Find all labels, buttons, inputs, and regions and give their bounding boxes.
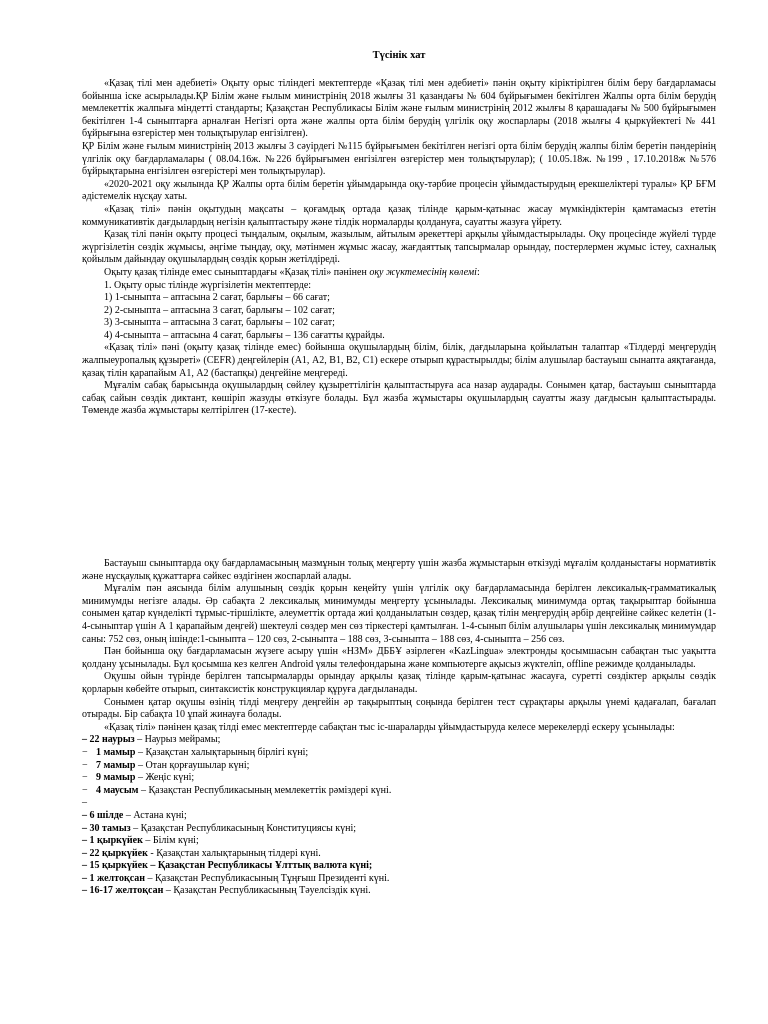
table-placeholder-gap (82, 418, 716, 558)
holiday-text: – Отан қорғаушылар күні; (135, 759, 250, 771)
holiday-text: – Наурыз мейрамы; (134, 734, 221, 746)
holiday-text: - Қазақстан халықтарының тілдері күні. (147, 847, 321, 859)
holiday-text: – Жеңіс күні; (135, 772, 195, 784)
holiday-text: – Қазақстан халықтарының бірлігі күні; (135, 746, 309, 758)
holiday-item (82, 785, 716, 798)
holiday-text: – Қазақстан Республикасының мемлекеттік рәміздері күні. (138, 784, 392, 796)
holiday-date: 9 мамыр (96, 772, 136, 784)
holiday-text: – Білім күні; (142, 835, 199, 847)
workload-heading: 1. Оқыту орыс тілінде жүргізілетін мектептерде: (104, 279, 312, 291)
holiday-date: 22 наурыз (89, 734, 135, 746)
workload-intro (82, 267, 716, 280)
holiday-prefix: – (82, 860, 90, 872)
holiday-item (82, 810, 716, 823)
second-paragraph-5: Сонымен қатар оқушы өзінің тілді меңгеру деңгейін әр тақырыптың соңында берілген тест сұрақтары арқылы үнемі қадағалап, бағалап отырады. Бір сабақта 10 ұпай жинауға болады. (82, 696, 716, 721)
holiday-item (82, 835, 716, 848)
document-title: Түсінік хат (372, 50, 426, 61)
second-paragraph-3: Пән бойынша оқу бағдарламасын жүзеге асыру үшін «НЗМ» ДББҰ әзірлеген «KazLingua» электронды қосымшасын сабақтан тыс уақытта қолдану ұсынылады. Бұл қосымша кез келген Android үялы телефондарына және компьютерге ақысыз жүктеліп, offline режимде қолданылады. (82, 646, 716, 670)
cefr-paragraph: «Қазақ тілі» пәні (оқыту қазақ тілінде емес) бойынша оқушылардың білім, білік, дағдыларына қойылатын талаптар «Тілдерді меңгерудің жалпыеуропалық құзыреті» (CEFR) деңгейлерін (А1, А2, В1, В2, С1) ескере отырып құрастырылды; білім алушылар бастауыш сынапта аяқтағанда, қазақ тілін қарапайым А1, А2 (бастапқы) деңгейіне меңгереді. (82, 342, 716, 379)
holiday-date: 16-17 желтоқсан (89, 885, 164, 897)
holiday-text: – Қазақстан Республикасының Тұңғыш Президенті күні. (145, 872, 390, 884)
workload-italic: оқу жүктемесінің көлемі (369, 266, 477, 278)
workload-item: 2) 2-сыныпта – аптасына 3 сағат, барлығы – 102 сағат; (104, 304, 335, 316)
second-paragraph-4: Оқушы ойын түрінде берілген тапсырмаларды орындау арқылы қазақ тілінде қарым-қатынас жасауға, суретті сөздіктер арқылы сөздік қорларын көбейте отырып, синтаксистік конструкциялар құруға дағдыланады. (82, 671, 716, 695)
holiday-prefix: – (82, 822, 90, 834)
holiday-prefix: – (82, 734, 90, 746)
holiday-text: – Астана күні; (123, 809, 187, 821)
workload-item: 4) 4-сыныпта – аптасына 4 сағат, барлығы – 136 сағатты құрайды. (104, 329, 385, 341)
second-paragraph-6: «Қазақ тілі» пәнінен қазақ тілді емес мектептерде сабақтан тыс іс-шараларды ұйымдастыруда келесе мерекелерді ескеру ұсынылады: (104, 721, 675, 733)
holiday-item (82, 734, 716, 747)
holiday-date: 4 маусым (96, 784, 139, 796)
holiday-item (82, 885, 716, 898)
holiday-item (82, 772, 716, 785)
holiday-item (82, 760, 716, 773)
holiday-item (82, 823, 716, 836)
holiday-prefix: – (82, 872, 90, 884)
intro-paragraph-3: «2020-2021 оқу жылында ҚР Жалпы орта білім беретін ұйымдарында оқу-тәрбие процесін ұйымдастырудың ерекшеліктері туралы» ҚР БҒМ әдістемелік нұсқау хаты. (82, 178, 716, 203)
holiday-date: 1 мамыр (96, 746, 136, 758)
intro-paragraph-1: «Қазақ тілі мен әдебиеті» Оқыту орыс тіліндегі мектептерде «Қазақ тілі мен әдебиеті» пәнін оқыту кіріктірілген білім беру бағдарламасы бойынша іске асырылады.ҚР Білім және ғылым министрінің 2018 жылғы 31 қазандағы № 604 бұйрығымен бекітілген Жалпы орта білім берудің мемлекеттік жалпыға міндетті стандарты; Қазақстан Республикасы Білім және ғылым министрінің 2012 жылғы 8 қарашадағы № 500 бұйрығымен бекітілген 1-4 сыныптарға арналған Негізгі орта және жалпы орта білім берудің үлгілік оқу жоспарлары (2018 жылғы 4 қыркүйектегі № 441 бұйрығына өзгерістер мен толықтырулар енгізілген). (82, 78, 716, 140)
holiday-item (82, 848, 716, 861)
holiday-date: 22 қыркүйек (89, 847, 148, 859)
holiday-item (82, 747, 716, 760)
holiday-item (82, 797, 716, 810)
holiday-item (82, 873, 716, 886)
holiday-prefix: − (82, 784, 88, 796)
holiday-date: 1 қыркүйек (89, 835, 143, 847)
second-paragraph-1: Бастауыш сыныптарда оқу бағдарламасының мазмұнын толық меңгерту үшін жазба жұмыстарын өткізуді мұғалім қолданыстағы нормативтік және нұсқаулық құжаттарға сәйкес өздігінен жоспарлай алады. (82, 558, 716, 582)
holiday-prefix: – (82, 885, 90, 897)
holiday-item (82, 860, 716, 873)
holiday-prefix: − (82, 759, 88, 771)
holiday-prefix: – (82, 797, 87, 809)
holiday-date: 30 тамыз (89, 822, 131, 834)
holiday-prefix: – (82, 809, 90, 821)
holiday-list (82, 734, 716, 898)
holiday-date: 15 қыркүйек (89, 860, 148, 872)
workload-item: 1) 1-сыныпта – аптасына 2 сағат, барлығы – 66 сағат; (104, 292, 330, 304)
holiday-prefix: – (82, 835, 90, 847)
holiday-prefix: – (82, 847, 90, 859)
holiday-date: 7 мамыр (96, 759, 136, 771)
holiday-prefix: − (82, 772, 88, 784)
holiday-text: – Қазақстан Республикасының Тәуелсіздік күні. (163, 885, 371, 897)
second-paragraph-2: Мұғалім пән аясында білім алушының сөздік қорын кеңейту үшін үлгілік оқу бағдарламасында берілген лексикалық-грамматикалық минимумды негізге алады. Әр сабақта 2 лексикалық минимумды меңгерту ұсынылады. Лексикалық минимумда ортақ тақырыптар бойынша сонымен қатар күнделікті тұрмыс-тіршілікте, әлеуметтік ортада жиі қолданылатын сөздер, қазақ тілін меңгерудің әрбір деңгейіне сәйкес келетін (1-4-сыныптар үшін А 1 қарапайым деңгей) шектеулі сөздер мен сөз тіркестері қамтылған. 1-4-сынып білім алушылары үшін лексикалық минимумдар саны: 752 сөз, оның ішінде:1-сыныпта – 120 сөз, 2-сыныпта – 188 сөз, 3-сыныпта – 188 сөз, 4-сыныпта – 256 сөз. (82, 583, 716, 645)
holiday-prefix: − (82, 746, 88, 758)
writing-paragraph: Мұғалім сабақ барысында оқушылардың сөйлеу құзыреттілігін қалыптастыруға аса назар аударады. Сонымен қатар, бастауыш сыныптарда сабақ сайын сөздік диктант, көшіріп жазуды өткізуге болады. Бұл жазба жұмыстары оқушылардың сауатты жазу дағдысын қалыптастырады. Төменде жазба жұмыстары келтірілген (17-кесте). (82, 380, 716, 417)
intro-paragraph-4: «Қазақ тілі» пәнін оқытудың мақсаты – қоғамдық ортада қазақ тілінде қарым-қатынас жасау мүмкіндіктерін қамтамасыз ететін коммуникативтік дағдылардың негізін қалыптастыру және тілдік нормаларды қолдануға, сауатты жазуға үйрету. (82, 203, 716, 228)
workload-intro-text: Оқыту қазақ тілінде емес сыныптардағы «Қазақ тілі» пәнінен (104, 266, 367, 278)
workload-item: 3) 3-сыныпта – аптасына 3 сағат, барлығы – 102 сағат; (104, 317, 335, 329)
workload-colon: : (476, 266, 480, 278)
holiday-text: – Қазақстан Республикасы Ұлттық валюта күні; (147, 860, 373, 872)
holiday-text: – Қазақстан Республикасының Конституциясы күні; (130, 822, 357, 834)
holiday-date: 6 шілде (89, 809, 124, 821)
intro-paragraph-2: ҚР Білім және ғылым министрінің 2013 жылғы 3 сәуірдегі №115 бұйрығымен бекітілген негізгі орта білім берудің жалпы білім беретін пәндерінің үлгілік оқу бағдарламалары ( 08.04.16ж. №226 бұйрығымен енгізілген өзгерістер мен толықтырулар); ( 10.05.18ж. №199 , 17.10.2018ж №576 бұйрықтарына енгізілген өзгерістері мен толықтырулар). (82, 140, 716, 178)
intro-paragraph-5: Қазақ тілі пәнін оқыту процесі тыңдалым, оқылым, жазылым, айтылым әрекеттері арқылы ұйымдастырылады. Оқу процесінде жүйелі түрде жүргізілетін сөздік жұмысы, әңгіме тыңдау, оқу, мәтінмен жұмыс жасау, жағдаяттық тапсырмалар орындау, постерлермен жұмыс істеу, сахналық қойылым дайындау оқушылардың сөздік қорын жетілдіреді. (82, 229, 716, 266)
holiday-date: 1 желтоқсан (89, 872, 146, 884)
